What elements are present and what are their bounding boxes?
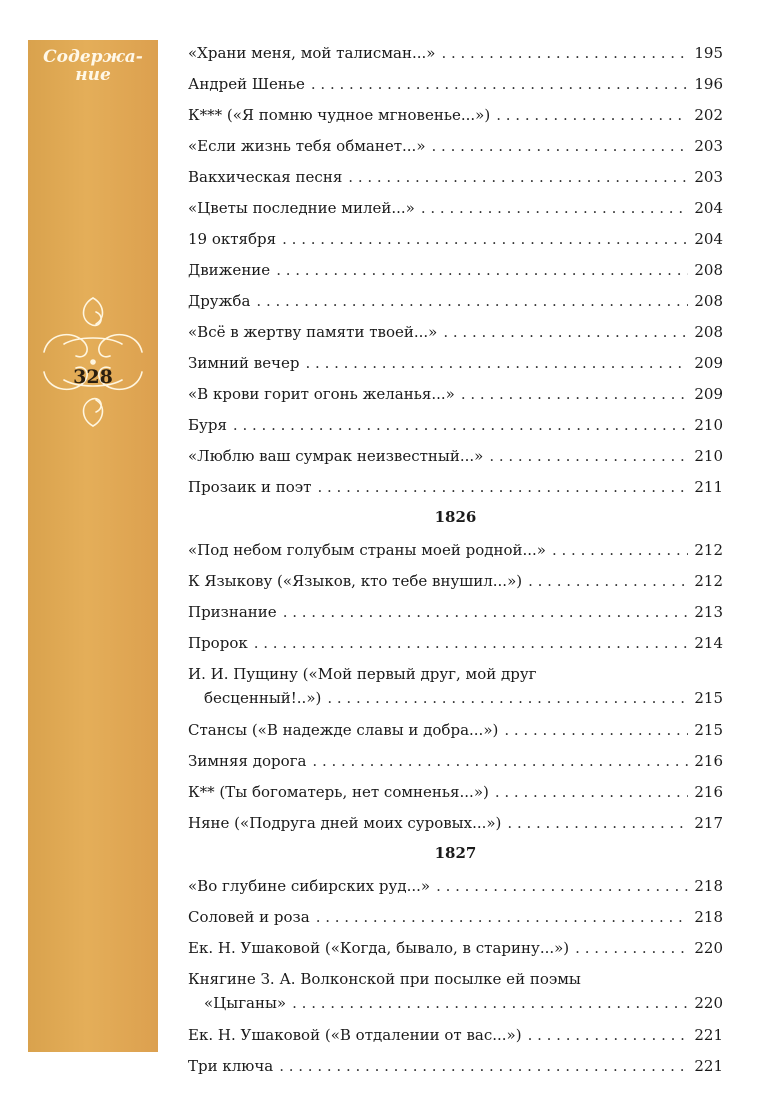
toc-entry [188, 1049, 723, 1080]
toc-entry-page: 216 [694, 783, 723, 801]
toc-entry-page: 209 [694, 385, 723, 403]
toc-entry-title: Соловей и роза [188, 908, 310, 926]
toc-entry-page: 210 [694, 416, 723, 434]
dot-leader [233, 416, 688, 434]
toc-entry [188, 253, 723, 284]
toc-entry [188, 98, 723, 129]
toc-entry-title: Признание [188, 603, 277, 621]
toc-entry-title: Три ключа [188, 1057, 274, 1075]
toc-entry-title: Андрей Шенье [188, 75, 305, 93]
toc-entry [188, 533, 723, 564]
toc-entry-title: Дружба [188, 292, 251, 310]
dot-leader [436, 877, 688, 895]
toc-entry-page: 203 [694, 168, 723, 186]
toc-entry-title: Движение [188, 261, 271, 279]
toc-entry [188, 408, 723, 439]
sidebar-band [28, 40, 158, 1052]
toc-entry [188, 931, 723, 962]
toc-entry-page: 203 [694, 137, 723, 155]
toc-entry-title: Стансы («В надежде славы и добра...») [188, 721, 499, 739]
toc-entry-title: К*** («Я помню чудное мгновенье...») [188, 106, 491, 124]
dot-leader [528, 1026, 689, 1044]
toc-entry [188, 346, 723, 377]
toc-entry-title: 19 октября [188, 230, 277, 248]
dot-leader [441, 44, 688, 62]
toc-entry-page: 218 [694, 908, 723, 926]
toc-entry [188, 67, 723, 98]
dot-leader [507, 814, 688, 832]
toc-entry-title: «Люблю ваш сумрак неизвестный...» [188, 447, 484, 465]
dot-leader [316, 908, 689, 926]
toc-entry-page: 195 [694, 44, 723, 62]
dot-leader [552, 541, 688, 559]
toc-entry-title: Ек. Н. Ушаковой («В отдалении от вас...») [188, 1026, 522, 1044]
toc-entry [188, 1018, 723, 1049]
section-title-line1-hyphen: а- [124, 47, 143, 67]
dot-leader [283, 603, 689, 621]
toc-entry [188, 564, 723, 595]
toc-entry [188, 191, 723, 222]
section-title-line1: Содерж [43, 47, 125, 67]
toc-entry-page: 211 [694, 478, 723, 496]
toc-entry-title: Ек. Н. Ушаковой («Когда, бывало, в старину...») [188, 939, 570, 957]
toc-entry-title: Няне («Подруга дней моих суровых...») [188, 814, 502, 832]
dot-leader [489, 447, 688, 465]
toc-entry-page: 215 [694, 689, 723, 707]
toc-entry [188, 713, 723, 744]
toc-entry-title-line2: «Цыганы» [204, 994, 287, 1012]
toc-entry [188, 439, 723, 470]
toc-entry-page: 209 [694, 354, 723, 372]
table-of-contents [188, 36, 723, 1080]
toc-entry [188, 129, 723, 160]
toc-entry [188, 775, 723, 806]
toc-entry [188, 160, 723, 191]
toc-entry [188, 595, 723, 626]
toc-entry [188, 869, 723, 900]
dot-leader [311, 75, 688, 93]
toc-entry-title: «Во глубине сибирских руд...» [188, 877, 431, 895]
toc-entry-title-line2: бесценный!..») [204, 689, 322, 707]
toc-entry-title: К Языкову («Языков, кто тебе внушил...») [188, 572, 523, 590]
dot-leader [496, 106, 688, 124]
dot-leader [306, 354, 689, 372]
toc-entry-title: «Если жизнь тебя обманет...» [188, 137, 426, 155]
dot-leader [575, 939, 688, 957]
toc-entry-title: «В крови горит огонь желанья...» [188, 385, 455, 403]
toc-entry-title: Буря [188, 416, 227, 434]
toc-entry-page: 202 [694, 106, 723, 124]
toc-entry-page: 196 [694, 75, 723, 93]
dot-leader [348, 168, 688, 186]
toc-entry-page: 213 [694, 603, 723, 621]
dot-leader [432, 137, 689, 155]
toc-entry-title: «Храни меня, мой талисман...» [188, 44, 436, 62]
dot-leader [254, 634, 689, 652]
toc-entry-page: 221 [694, 1026, 723, 1044]
dot-leader [461, 385, 689, 403]
dot-leader [256, 292, 688, 310]
toc-entry-page: 216 [694, 752, 723, 770]
toc-entry [188, 806, 723, 837]
toc-entry [188, 744, 723, 775]
toc-entry-page: 220 [694, 939, 723, 957]
dot-leader [292, 994, 688, 1012]
toc-entry-page: 217 [694, 814, 723, 832]
toc-entry-page: 210 [694, 447, 723, 465]
toc-entry [188, 900, 723, 931]
dot-leader [528, 572, 688, 590]
dot-leader [443, 323, 688, 341]
toc-entry-title: «Под небом голубым страны моей родной...» [188, 541, 546, 559]
toc-entry [188, 626, 723, 657]
dot-leader [279, 1057, 688, 1075]
toc-entry-page: 208 [694, 292, 723, 310]
toc-entry-page: 214 [694, 634, 723, 652]
toc-entry [188, 470, 723, 501]
toc-entry-title: Зимняя дорога [188, 752, 307, 770]
toc-entry-page: 204 [694, 230, 723, 248]
toc-entry-title: К** (Ты богоматерь, нет сомненья...») [188, 783, 489, 801]
toc-entry [188, 284, 723, 315]
toc-entry-title: Вакхическая песня [188, 168, 343, 186]
toc-entry-page: 208 [694, 323, 723, 341]
section-title [28, 48, 158, 84]
toc-entry-title-line1: И. И. Пущину («Мой первый друг, мой друг [188, 665, 537, 683]
toc-entry [188, 315, 723, 346]
toc-entry-page: 212 [694, 572, 723, 590]
toc-entry-page: 204 [694, 199, 723, 217]
section-title-line2: ние [75, 65, 111, 85]
toc-entry-page: 221 [694, 1057, 723, 1075]
dot-leader [317, 478, 688, 496]
toc-entry-page: 212 [694, 541, 723, 559]
toc-entry-title: «Цветы последние милей...» [188, 199, 415, 217]
toc-entry [188, 222, 723, 253]
toc-entry-page: 215 [694, 721, 723, 739]
toc-entry-page: 218 [694, 877, 723, 895]
toc-entry-title: Прозаик и поэт [188, 478, 312, 496]
dot-leader [276, 261, 688, 279]
dot-leader [495, 783, 689, 801]
toc-entry-title: Зимний вечер [188, 354, 300, 372]
dot-leader [312, 752, 688, 770]
dot-leader [421, 199, 689, 217]
toc-entry-title-line1: Княгине З. А. Волконской при посылке ей поэмы [188, 970, 581, 988]
flourish-ornament-icon [34, 290, 152, 434]
toc-entry-title: «Всё в жертву памяти твоей...» [188, 323, 438, 341]
dot-leader [504, 721, 688, 739]
year-heading: 1826 [434, 508, 477, 526]
toc-entry [188, 657, 723, 713]
toc-entry-page: 220 [694, 994, 723, 1012]
toc-entry-title: Пророк [188, 634, 248, 652]
toc-entry [188, 36, 723, 67]
toc-entry [188, 962, 723, 1018]
page-number: 328 [73, 366, 113, 388]
toc-entry [188, 377, 723, 408]
toc-entry-page: 208 [694, 261, 723, 279]
dot-leader [327, 689, 688, 707]
dot-leader [282, 230, 688, 248]
year-heading: 1827 [434, 844, 477, 862]
